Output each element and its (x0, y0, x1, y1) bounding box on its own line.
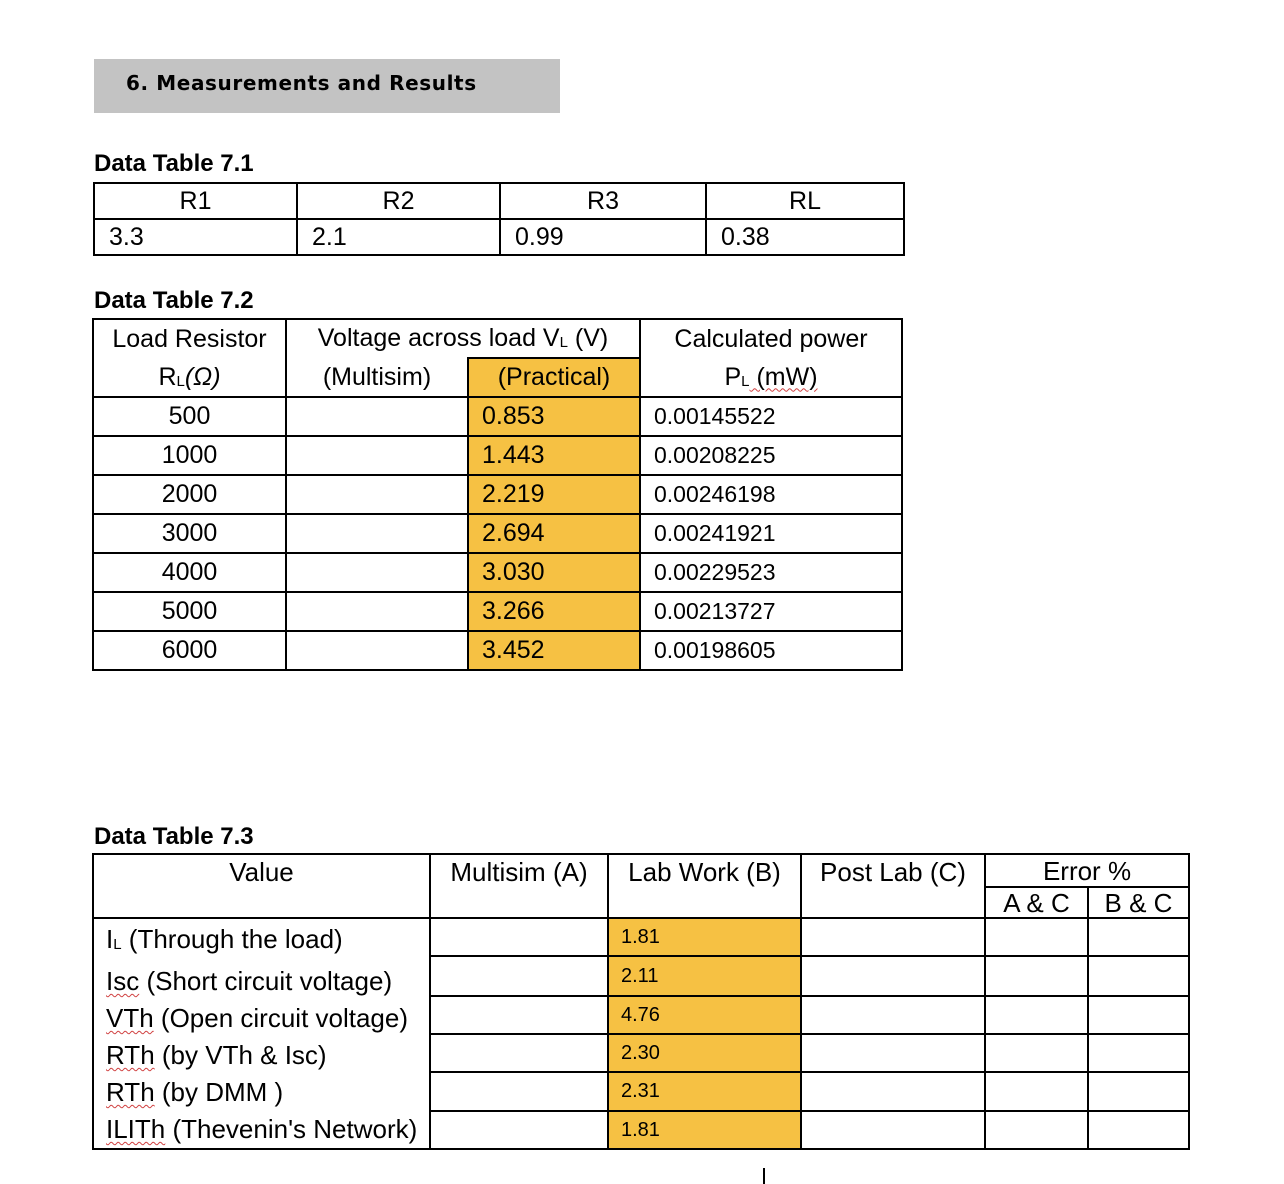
header-rl-text: R (158, 362, 177, 391)
cell-power[interactable]: 0.00241921 (640, 514, 902, 553)
cell-multisim[interactable] (286, 553, 468, 592)
cell-error-bc[interactable] (1088, 918, 1189, 956)
value-isc-symbol: Isc (106, 966, 140, 996)
cell-rl[interactable]: 4000 (93, 553, 286, 592)
header-rl-sub: L (176, 372, 185, 390)
cell-power[interactable]: 0.00246198 (640, 475, 902, 514)
header-rl-unit: (Ω) (184, 362, 221, 391)
cell-practical[interactable]: 1.443 (468, 436, 640, 475)
cell-practical[interactable]: 2.694 (468, 514, 640, 553)
cell-error-bc[interactable] (1088, 1034, 1189, 1072)
header-post-lab-c: Post Lab (C) (801, 854, 985, 918)
data-table-7-3 (92, 853, 1190, 1150)
cell-rl[interactable]: 5000 (93, 592, 286, 631)
header-r1: R1 (94, 183, 297, 219)
value-ilith-symbol: ILITh (106, 1114, 166, 1144)
cell-multisim[interactable] (286, 631, 468, 670)
header-value: Value (93, 854, 430, 918)
cell-multisim[interactable] (430, 918, 608, 956)
cell-power[interactable]: 0.00198605 (640, 631, 902, 670)
cell-rl[interactable]: 1000 (93, 436, 286, 475)
cell-error-ac[interactable] (985, 1111, 1088, 1149)
cell-multisim[interactable] (286, 397, 468, 436)
header-voltage (286, 319, 640, 358)
cell-lab-work[interactable]: 1.81 (608, 918, 801, 956)
value-rl[interactable]: 0.38 (706, 219, 904, 255)
cell-multisim[interactable] (286, 514, 468, 553)
header-error-bc: B & C (1088, 887, 1189, 918)
value-vth-text: (Open circuit voltage) (153, 1003, 409, 1033)
value-rth-text: (by VTh & Isc) (154, 1040, 327, 1070)
cell-error-ac[interactable] (985, 956, 1088, 995)
header-voltage-unit: (V) (567, 324, 609, 352)
cell-rl[interactable]: 500 (93, 397, 286, 436)
value-rth-vth-isc (106, 1037, 429, 1074)
cell-rl[interactable]: 2000 (93, 475, 286, 514)
value-il-sub: L (113, 936, 122, 953)
header-voltage-sub: L (559, 334, 568, 351)
cell-error-bc[interactable] (1088, 996, 1189, 1034)
data-table-7-2 (92, 318, 903, 671)
cell-post-lab[interactable] (801, 1034, 985, 1072)
cell-practical[interactable]: 0.853 (468, 397, 640, 436)
header-multisim: (Multisim) (286, 358, 468, 397)
value-rth-symbol: RTh (106, 1040, 155, 1070)
cell-multisim[interactable] (430, 1072, 608, 1110)
data-table-7-1 (93, 182, 905, 256)
value-list (93, 918, 430, 1149)
cell-practical[interactable]: 3.266 (468, 592, 640, 631)
cell-post-lab[interactable] (801, 918, 985, 956)
cell-power[interactable]: 0.00229523 (640, 553, 902, 592)
table-header-row (93, 319, 902, 358)
cell-error-ac[interactable] (985, 918, 1088, 956)
cell-multisim[interactable] (286, 592, 468, 631)
cell-lab-work[interactable]: 2.11 (608, 956, 801, 995)
cell-error-bc[interactable] (1088, 1111, 1189, 1149)
header-rl: RL (706, 183, 904, 219)
table72-caption: Data Table 7.2 (94, 287, 254, 314)
table-row (93, 397, 902, 436)
header-voltage-text: Voltage across load V (317, 324, 560, 352)
table71-caption: Data Table 7.1 (94, 150, 254, 177)
header-power-sub: L (741, 372, 750, 390)
cell-error-bc[interactable] (1088, 956, 1189, 995)
cell-multisim[interactable] (430, 1034, 608, 1072)
section-header-bar (94, 59, 560, 113)
header-lab-work-b: Lab Work (B) (608, 854, 801, 918)
header-r3: R3 (500, 183, 706, 219)
table-row (93, 475, 902, 514)
table-row (93, 631, 902, 670)
cell-power[interactable]: 0.00213727 (640, 592, 902, 631)
cell-rl[interactable]: 3000 (93, 514, 286, 553)
header-power-line1: Calculated power (640, 319, 902, 358)
section-title: 6. Measurements and Results (126, 71, 477, 95)
table-row (93, 592, 902, 631)
cell-power[interactable]: 0.00145522 (640, 397, 902, 436)
cell-lab-work[interactable]: 1.81 (608, 1111, 801, 1149)
value-ilith-text: (Thevenin's Network) (165, 1114, 418, 1144)
value-ilith (106, 1111, 429, 1148)
cell-error-ac[interactable] (985, 1034, 1088, 1072)
cell-practical[interactable]: 2.219 (468, 475, 640, 514)
cell-rl[interactable]: 6000 (93, 631, 286, 670)
value-isc-text: (Short circuit voltage) (139, 966, 393, 996)
cell-multisim[interactable] (286, 475, 468, 514)
cell-multisim[interactable] (286, 436, 468, 475)
value-vth-symbol: VTh (106, 1003, 154, 1033)
cell-post-lab[interactable] (801, 1111, 985, 1149)
header-power-line2 (640, 358, 902, 397)
header-practical: (Practical) (468, 358, 640, 397)
table-row (94, 219, 904, 255)
value-il-text: (Through the load) (121, 924, 343, 954)
cell-error-ac[interactable] (985, 1072, 1088, 1110)
value-r3[interactable]: 0.99 (500, 219, 706, 255)
cell-practical[interactable]: 3.030 (468, 553, 640, 592)
value-rth-dmm-symbol: RTh (106, 1077, 155, 1107)
header-power-unit: (mW) (749, 362, 818, 391)
value-il (106, 921, 429, 963)
table73-caption: Data Table 7.3 (94, 823, 254, 850)
cell-multisim[interactable] (430, 1111, 608, 1149)
header-rl-symbol (93, 358, 286, 397)
table-row (93, 436, 902, 475)
cell-power[interactable]: 0.00208225 (640, 436, 902, 475)
value-isc (106, 963, 429, 1000)
header-load-resistor: Load Resistor (93, 319, 286, 358)
value-rth-dmm-text: (by DMM ) (154, 1077, 284, 1107)
cell-post-lab[interactable] (801, 996, 985, 1034)
value-r2[interactable]: 2.1 (297, 219, 500, 255)
cell-multisim[interactable] (430, 956, 608, 995)
header-r2: R2 (297, 183, 500, 219)
table-row (93, 918, 1189, 956)
value-r1[interactable]: 3.3 (94, 219, 297, 255)
value-vth (106, 1000, 429, 1037)
cell-error-ac[interactable] (985, 996, 1088, 1034)
header-multisim-a: Multisim (A) (430, 854, 608, 918)
cell-lab-work[interactable]: 2.30 (608, 1034, 801, 1072)
table-header-row (93, 358, 902, 397)
table-header-row (93, 854, 1189, 887)
cell-practical[interactable]: 3.452 (468, 631, 640, 670)
header-power-text: P (724, 362, 742, 391)
header-error-ac: A & C (985, 887, 1088, 918)
cell-post-lab[interactable] (801, 956, 985, 995)
value-rth-dmm (106, 1074, 429, 1111)
cell-lab-work[interactable]: 2.31 (608, 1072, 801, 1110)
table-row (93, 514, 902, 553)
cell-lab-work[interactable]: 4.76 (608, 996, 801, 1034)
cell-error-bc[interactable] (1088, 1072, 1189, 1110)
header-error: Error % (985, 854, 1189, 887)
table-header-row (94, 183, 904, 219)
cell-multisim[interactable] (430, 996, 608, 1034)
cell-post-lab[interactable] (801, 1072, 985, 1110)
table-row (93, 553, 902, 592)
value-il-symbol: I (106, 924, 114, 954)
